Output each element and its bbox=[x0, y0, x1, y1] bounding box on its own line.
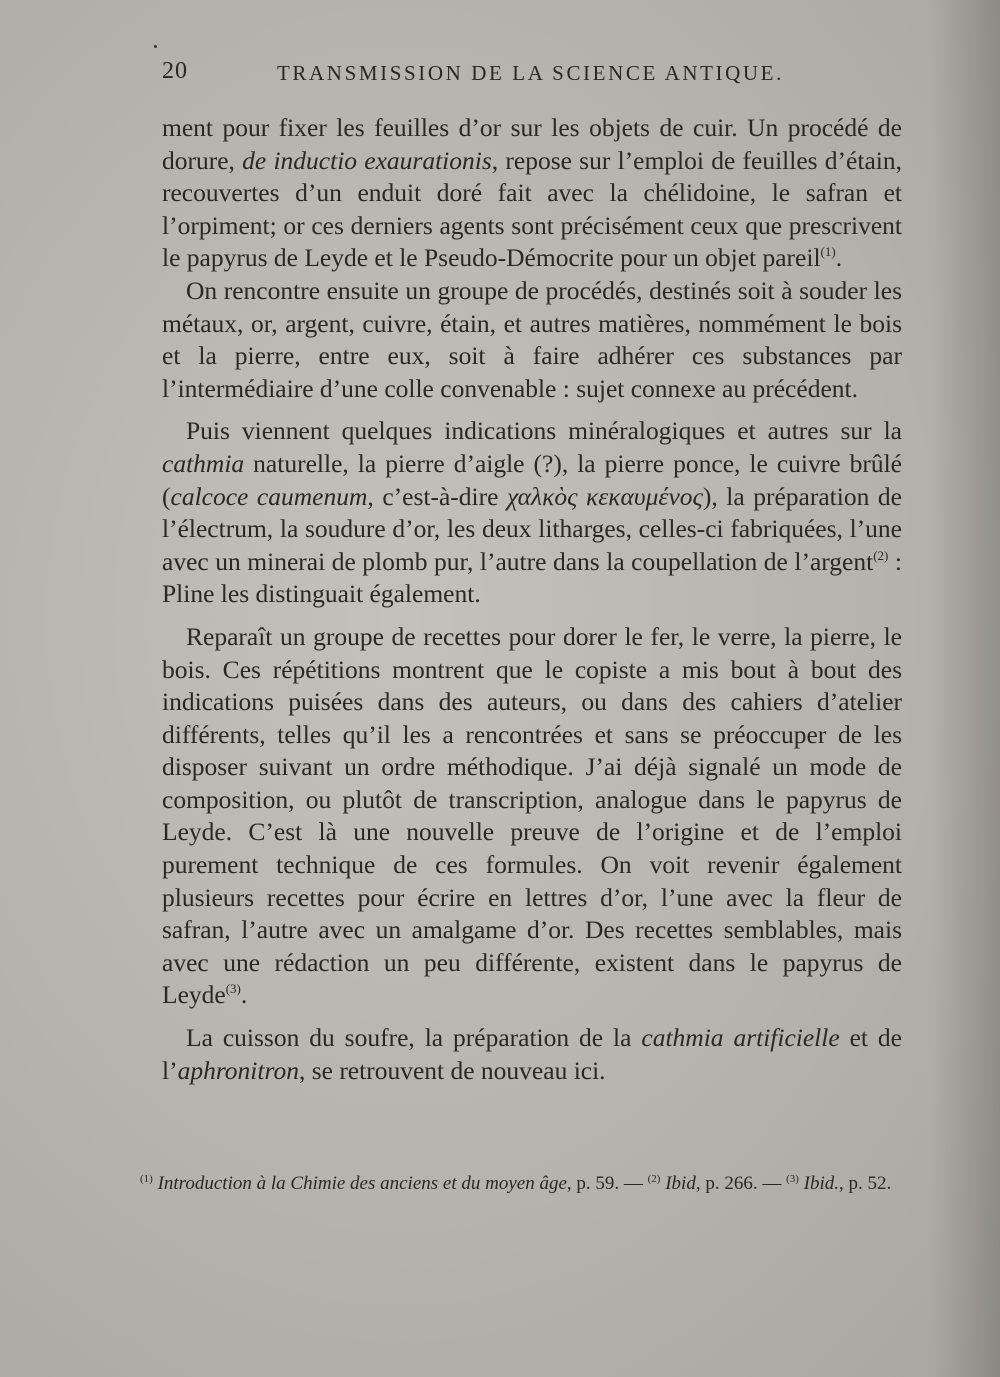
text-run: ), la préparation de l’électrum, la soudure d’or, les deux litharges, celles-ci fabriquées, l’une avec un minerai de plomb pur, l’autre dans la coupellation de l’argent bbox=[162, 481, 902, 576]
italic-term: aphronitron bbox=[177, 1055, 299, 1085]
text-run: Puis viennent quelques indications minéralogiques et autres sur la bbox=[186, 416, 902, 446]
paragraph-5 bbox=[162, 1022, 902, 1087]
italic-term: calcoce caumenum bbox=[170, 481, 368, 511]
text-run: , repose sur l’emploi de feuilles d’étain, recouvertes d’un enduit doré fait avec la chélidoine, le safran et l’orpiment; or ces derniers agents sont précisément ceux que prescrivent le papyrus de Leyde et le Pseudo-Démocrite pour un objet pareil bbox=[162, 145, 902, 273]
paragraph-3 bbox=[162, 415, 902, 611]
text-run: ment pour fixer les feuilles d’or sur les objets de cuir. Un procédé de dorure, bbox=[162, 113, 902, 175]
page-number: 20 bbox=[162, 58, 188, 84]
main-text bbox=[162, 112, 902, 1087]
page-edge-shadow bbox=[930, 0, 1000, 1377]
text-run: . bbox=[240, 980, 248, 1010]
italic-term: cathmia artificielle bbox=[641, 1023, 840, 1053]
text-run: Reparaît un groupe de recettes pour dorer le fer, le verre, la pierre, le bois. Ces répétitions montrent que le copiste a mis bout à bout des indications puisées dans des auteurs, ou dans des cahiers d’atelier différents, telles qu’il les a rencontrées et sans se préoccuper de les disposer suivant un ordre méthodique. J’ai déjà signalé un mode de composition, ou plutôt de transcription, analogue dans le papyrus de Leyde. C’est là une nouvelle preuve de l’origine et de l’emploi purement technique de ces formules. On voit revenir également plusieurs recettes pour écrire en lettres d’or, l’une avec la fleur de safran, l’autre avec un amalgame d’or. Des recettes semblables, mais avec une rédaction un peu différente, existent dans le papyrus de Leyde bbox=[162, 621, 902, 1010]
paragraph-2 bbox=[162, 275, 902, 405]
footnote-ref-3: (3) bbox=[225, 981, 241, 997]
print-speck bbox=[154, 45, 157, 48]
text-run: : Pline les distinguait également. bbox=[162, 546, 902, 609]
footnote-title-1: Introduction à la Chimie des anciens et du moyen âge bbox=[157, 1173, 567, 1194]
italic-term: cathmia bbox=[162, 448, 245, 478]
footnote-ref-text-2: , p. 266. — bbox=[695, 1173, 787, 1194]
paragraph-1 bbox=[162, 112, 902, 275]
footnote-ref-2: (2) bbox=[873, 547, 889, 563]
footnote-mark-2: (2) bbox=[647, 1173, 661, 1185]
page-header bbox=[162, 58, 802, 92]
footnote-ref-1: (1) bbox=[820, 244, 836, 260]
footnote-title-2: Ibid bbox=[665, 1173, 696, 1194]
footnote-mark-1: (1) bbox=[140, 1173, 153, 1185]
footnote-ref-text-3: , p. 52. bbox=[839, 1173, 892, 1194]
text-run: . bbox=[835, 243, 843, 273]
text-run: et de l’ bbox=[162, 1023, 903, 1085]
footnote-mark-3: (3) bbox=[786, 1173, 799, 1185]
footnote-title-3: Ibid. bbox=[803, 1173, 840, 1194]
italic-term: de inductio exaurationis bbox=[242, 145, 492, 175]
text-run: naturelle, la pierre d’aigle (?), la pierre ponce, le cuivre brûlé ( bbox=[162, 448, 902, 511]
text-run: On rencontre ensuite un groupe de procédés, destinés soit à souder les métaux, or, argent, cuivre, étain, et autres matières, nommément le bois et la pierre, entre eux, soit à faire adhérer ces substances par l’intermédiaire d’une colle convenable : sujet connexe au précédent. bbox=[162, 275, 902, 403]
text-run: , se retrouvent de nouveau ici. bbox=[298, 1055, 606, 1085]
paragraph-4 bbox=[162, 621, 902, 1012]
greek-term: χαλκὸς κεκαυμένος bbox=[506, 481, 703, 511]
footnotes bbox=[140, 1172, 895, 1196]
text-run: , c’est-à-dire bbox=[367, 481, 507, 511]
text-run: La cuisson du soufre, la préparation de la bbox=[186, 1023, 642, 1053]
footnote-ref-text-1: , p. 59. — bbox=[566, 1173, 648, 1194]
running-title: TRANSMISSION DE LA SCIENCE ANTIQUE. bbox=[277, 61, 784, 85]
